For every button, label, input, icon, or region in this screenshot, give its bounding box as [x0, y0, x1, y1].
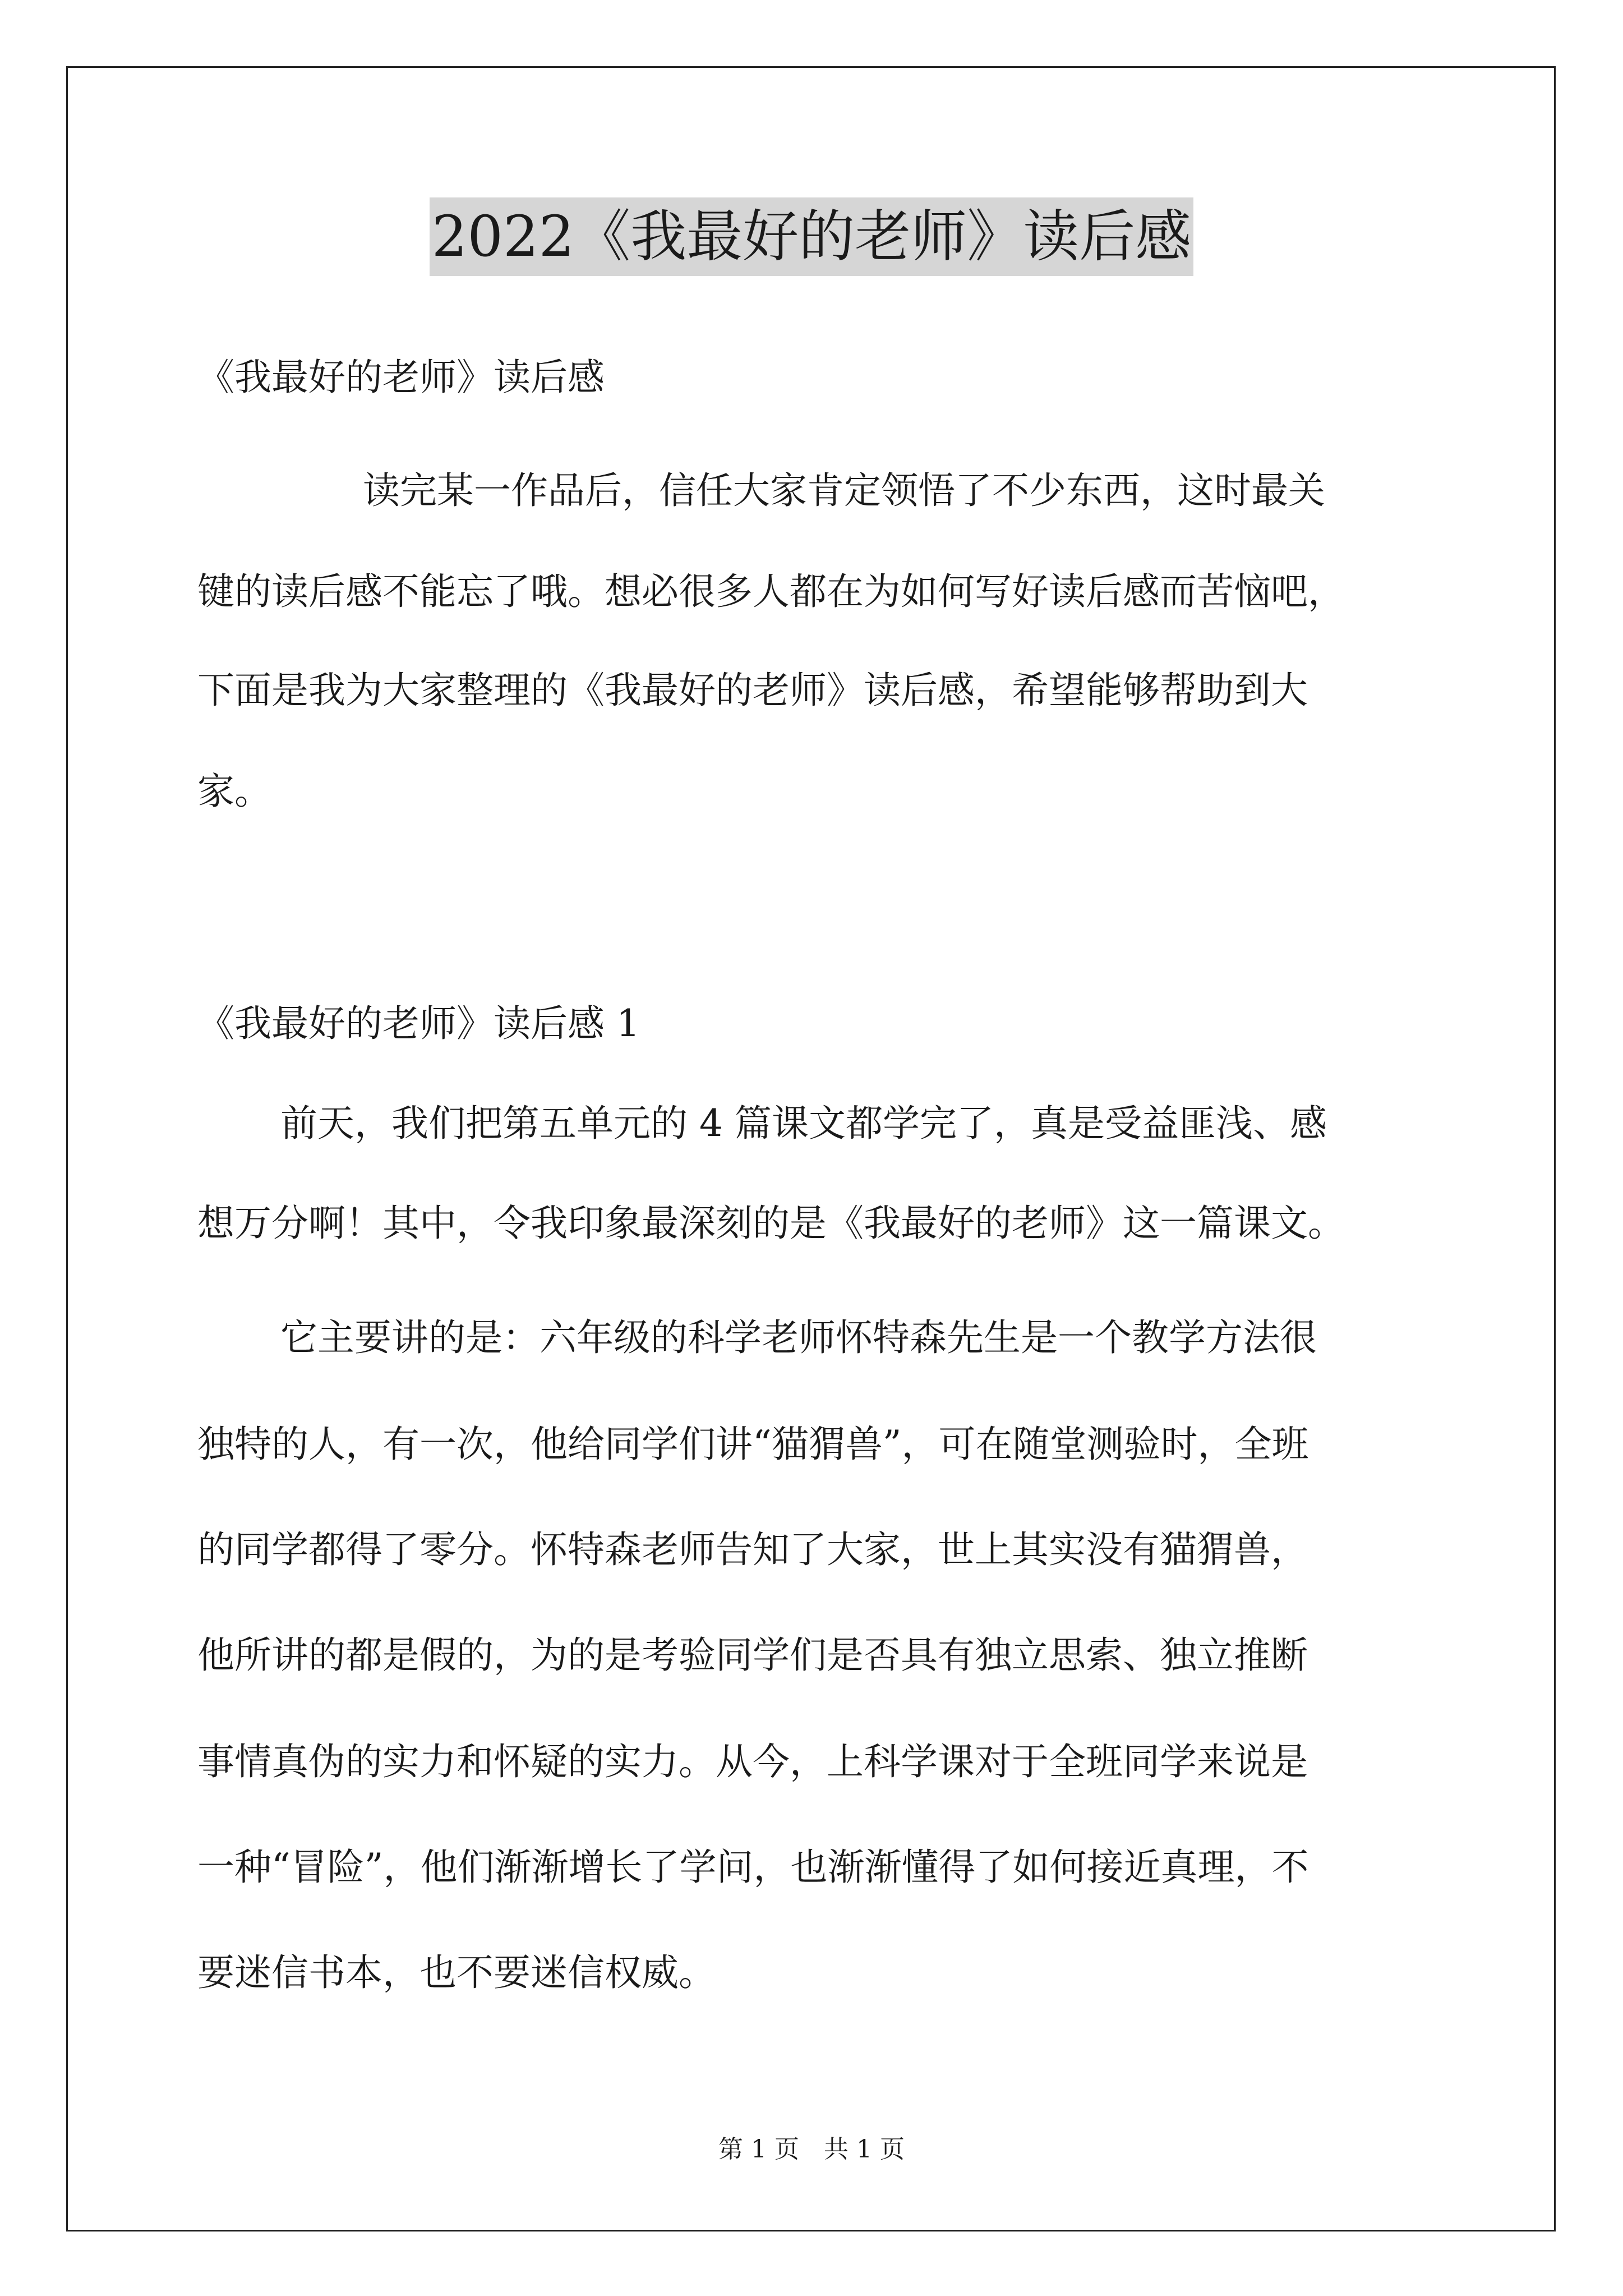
- intro-line-1: 读完某一作品后，信任大家肯定领悟了不少东西，这时最关: [363, 469, 1325, 512]
- intro-line-4: 家。: [197, 770, 271, 813]
- intro-line-2: 键的读后感不能忘了哦。想必很多人都在为如何写好读后感而苦恼吧，: [197, 570, 1345, 613]
- paragraph2-line-2: 独特的人，有一次，他给同学们讲“猫猬兽”，可在随堂测验时，全班: [197, 1423, 1309, 1466]
- section-heading: 《我最好的老师》读后感 1: [197, 1002, 640, 1045]
- page-footer: 第 1 页 共 1 页: [718, 2135, 905, 2164]
- document-title: 2022《我最好的老师》读后感: [430, 197, 1194, 276]
- paragraph2-line-7: 要迷信书本，也不要迷信权威。: [197, 1951, 716, 1994]
- document-subtitle: 《我最好的老师》读后感: [197, 356, 605, 399]
- title-container: [0, 197, 1623, 276]
- paragraph2-line-6: 一种“冒险”，他们渐渐增长了学问，也渐渐懂得了如何接近真理，不: [197, 1846, 1309, 1889]
- paragraph2-line-4: 他所讲的都是假的，为的是考验同学们是否具有独立思索、独立推断: [197, 1634, 1308, 1677]
- paragraph2-line-1: 它主要讲的是：六年级的科学老师怀特森先生是一个教学方法很: [280, 1316, 1317, 1359]
- paragraph1-line-2: 想万分啊！其中，令我印象最深刻的是《我最好的老师》这一篇课文。: [197, 1202, 1345, 1245]
- paragraph2-line-3: 的同学都得了零分。怀特森老师告知了大家，世上其实没有猫猬兽，: [197, 1528, 1308, 1571]
- paragraph2-line-5: 事情真伪的实力和怀疑的实力。从今，上科学课对于全班同学来说是: [197, 1740, 1308, 1783]
- intro-line-3: 下面是我为大家整理的《我最好的老师》读后感，希望能够帮助到大: [197, 669, 1308, 712]
- paragraph1-line-1: 前天，我们把第五单元的 4 篇课文都学完了，真是受益匪浅、感: [280, 1102, 1327, 1145]
